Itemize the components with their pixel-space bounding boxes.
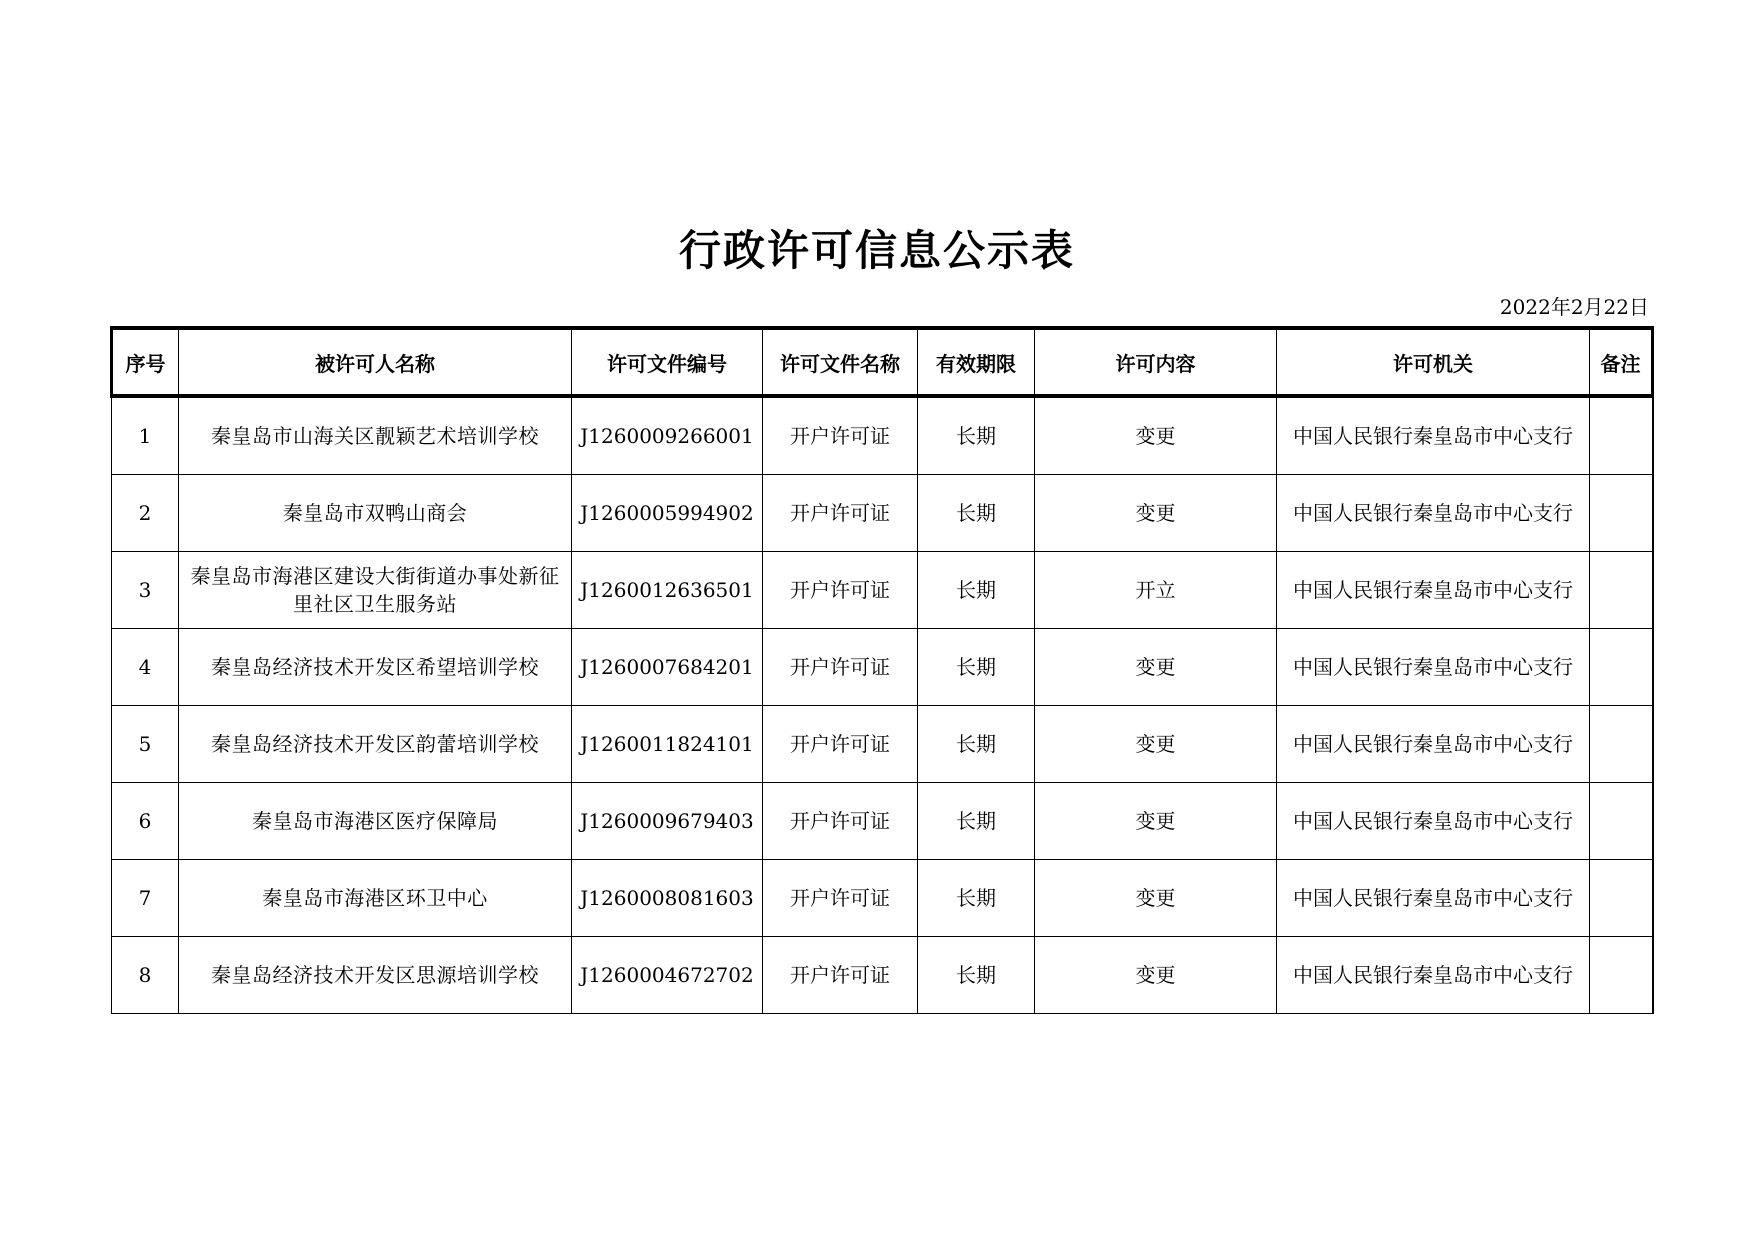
cell-validity: 长期 (918, 706, 1035, 783)
cell-document-number: J1260012636501 (572, 552, 763, 629)
cell-permit-content: 变更 (1035, 783, 1277, 860)
cell-licensee-name: 秦皇岛经济技术开发区希望培训学校 (179, 629, 572, 706)
cell-document-number: J1260011824101 (572, 706, 763, 783)
cell-licensee-name: 秦皇岛市海港区环卫中心 (179, 860, 572, 937)
publication-date: 2022年2月22日 (1499, 295, 1649, 319)
cell-document-number: J1260009266001 (572, 396, 763, 475)
cell-licensee-name: 秦皇岛经济技术开发区韵蕾培训学校 (179, 706, 572, 783)
table-row (112, 860, 1653, 937)
cell-licensee-name: 秦皇岛市山海关区靓颖艺术培训学校 (179, 396, 572, 475)
cell-authority: 中国人民银行秦皇岛市中心支行 (1277, 860, 1590, 937)
cell-document-name: 开户许可证 (763, 706, 918, 783)
table-row (112, 783, 1653, 860)
header-remark: 备注 (1590, 328, 1653, 396)
cell-permit-content: 变更 (1035, 396, 1277, 475)
cell-authority: 中国人民银行秦皇岛市中心支行 (1277, 552, 1590, 629)
cell-remark (1590, 937, 1653, 1014)
cell-validity: 长期 (918, 475, 1035, 552)
cell-serial-no: 8 (112, 937, 179, 1014)
cell-document-number: J1260009679403 (572, 783, 763, 860)
cell-remark (1590, 475, 1653, 552)
table-row (112, 475, 1653, 552)
table-row (112, 396, 1653, 475)
cell-permit-content: 变更 (1035, 475, 1277, 552)
cell-document-number: J1260005994902 (572, 475, 763, 552)
cell-validity: 长期 (918, 860, 1035, 937)
cell-remark (1590, 783, 1653, 860)
table-row (112, 552, 1653, 629)
cell-document-name: 开户许可证 (763, 475, 918, 552)
cell-remark (1590, 860, 1653, 937)
header-validity: 有效期限 (918, 328, 1035, 396)
cell-validity: 长期 (918, 552, 1035, 629)
cell-permit-content: 变更 (1035, 706, 1277, 783)
cell-document-number: J1260008081603 (572, 860, 763, 937)
cell-permit-content: 变更 (1035, 629, 1277, 706)
cell-validity: 长期 (918, 396, 1035, 475)
cell-permit-content: 变更 (1035, 937, 1277, 1014)
header-permit-content: 许可内容 (1035, 328, 1277, 396)
permit-table (110, 326, 1654, 1014)
cell-document-name: 开户许可证 (763, 783, 918, 860)
table-header-row (112, 328, 1653, 396)
table-row (112, 937, 1653, 1014)
header-document-name: 许可文件名称 (763, 328, 918, 396)
table-row (112, 629, 1653, 706)
cell-authority: 中国人民银行秦皇岛市中心支行 (1277, 475, 1590, 552)
cell-remark (1590, 629, 1653, 706)
cell-serial-no: 5 (112, 706, 179, 783)
cell-validity: 长期 (918, 629, 1035, 706)
cell-document-name: 开户许可证 (763, 860, 918, 937)
cell-document-name: 开户许可证 (763, 396, 918, 475)
header-document-number: 许可文件编号 (572, 328, 763, 396)
cell-serial-no: 2 (112, 475, 179, 552)
cell-authority: 中国人民银行秦皇岛市中心支行 (1277, 706, 1590, 783)
cell-serial-no: 6 (112, 783, 179, 860)
cell-licensee-name: 秦皇岛市海港区建设大街街道办事处新征里社区卫生服务站 (179, 552, 572, 629)
cell-document-number: J1260007684201 (572, 629, 763, 706)
cell-permit-content: 开立 (1035, 552, 1277, 629)
cell-serial-no: 3 (112, 552, 179, 629)
cell-document-name: 开户许可证 (763, 552, 918, 629)
cell-authority: 中国人民银行秦皇岛市中心支行 (1277, 937, 1590, 1014)
cell-remark (1590, 396, 1653, 475)
cell-authority: 中国人民银行秦皇岛市中心支行 (1277, 783, 1590, 860)
cell-serial-no: 1 (112, 396, 179, 475)
cell-authority: 中国人民银行秦皇岛市中心支行 (1277, 396, 1590, 475)
cell-permit-content: 变更 (1035, 860, 1277, 937)
table-row (112, 706, 1653, 783)
cell-validity: 长期 (918, 783, 1035, 860)
cell-document-name: 开户许可证 (763, 937, 918, 1014)
cell-document-name: 开户许可证 (763, 629, 918, 706)
header-licensee-name: 被许可人名称 (179, 328, 572, 396)
cell-document-number: J1260004672702 (572, 937, 763, 1014)
cell-licensee-name: 秦皇岛经济技术开发区思源培训学校 (179, 937, 572, 1014)
cell-validity: 长期 (918, 937, 1035, 1014)
cell-serial-no: 7 (112, 860, 179, 937)
header-authority: 许可机关 (1277, 328, 1590, 396)
page-title: 行政许可信息公示表 (678, 226, 1075, 275)
header-serial-no: 序号 (112, 328, 179, 396)
cell-licensee-name: 秦皇岛市双鸭山商会 (179, 475, 572, 552)
cell-serial-no: 4 (112, 629, 179, 706)
cell-remark (1590, 552, 1653, 629)
cell-remark (1590, 706, 1653, 783)
cell-authority: 中国人民银行秦皇岛市中心支行 (1277, 629, 1590, 706)
cell-licensee-name: 秦皇岛市海港区医疗保障局 (179, 783, 572, 860)
